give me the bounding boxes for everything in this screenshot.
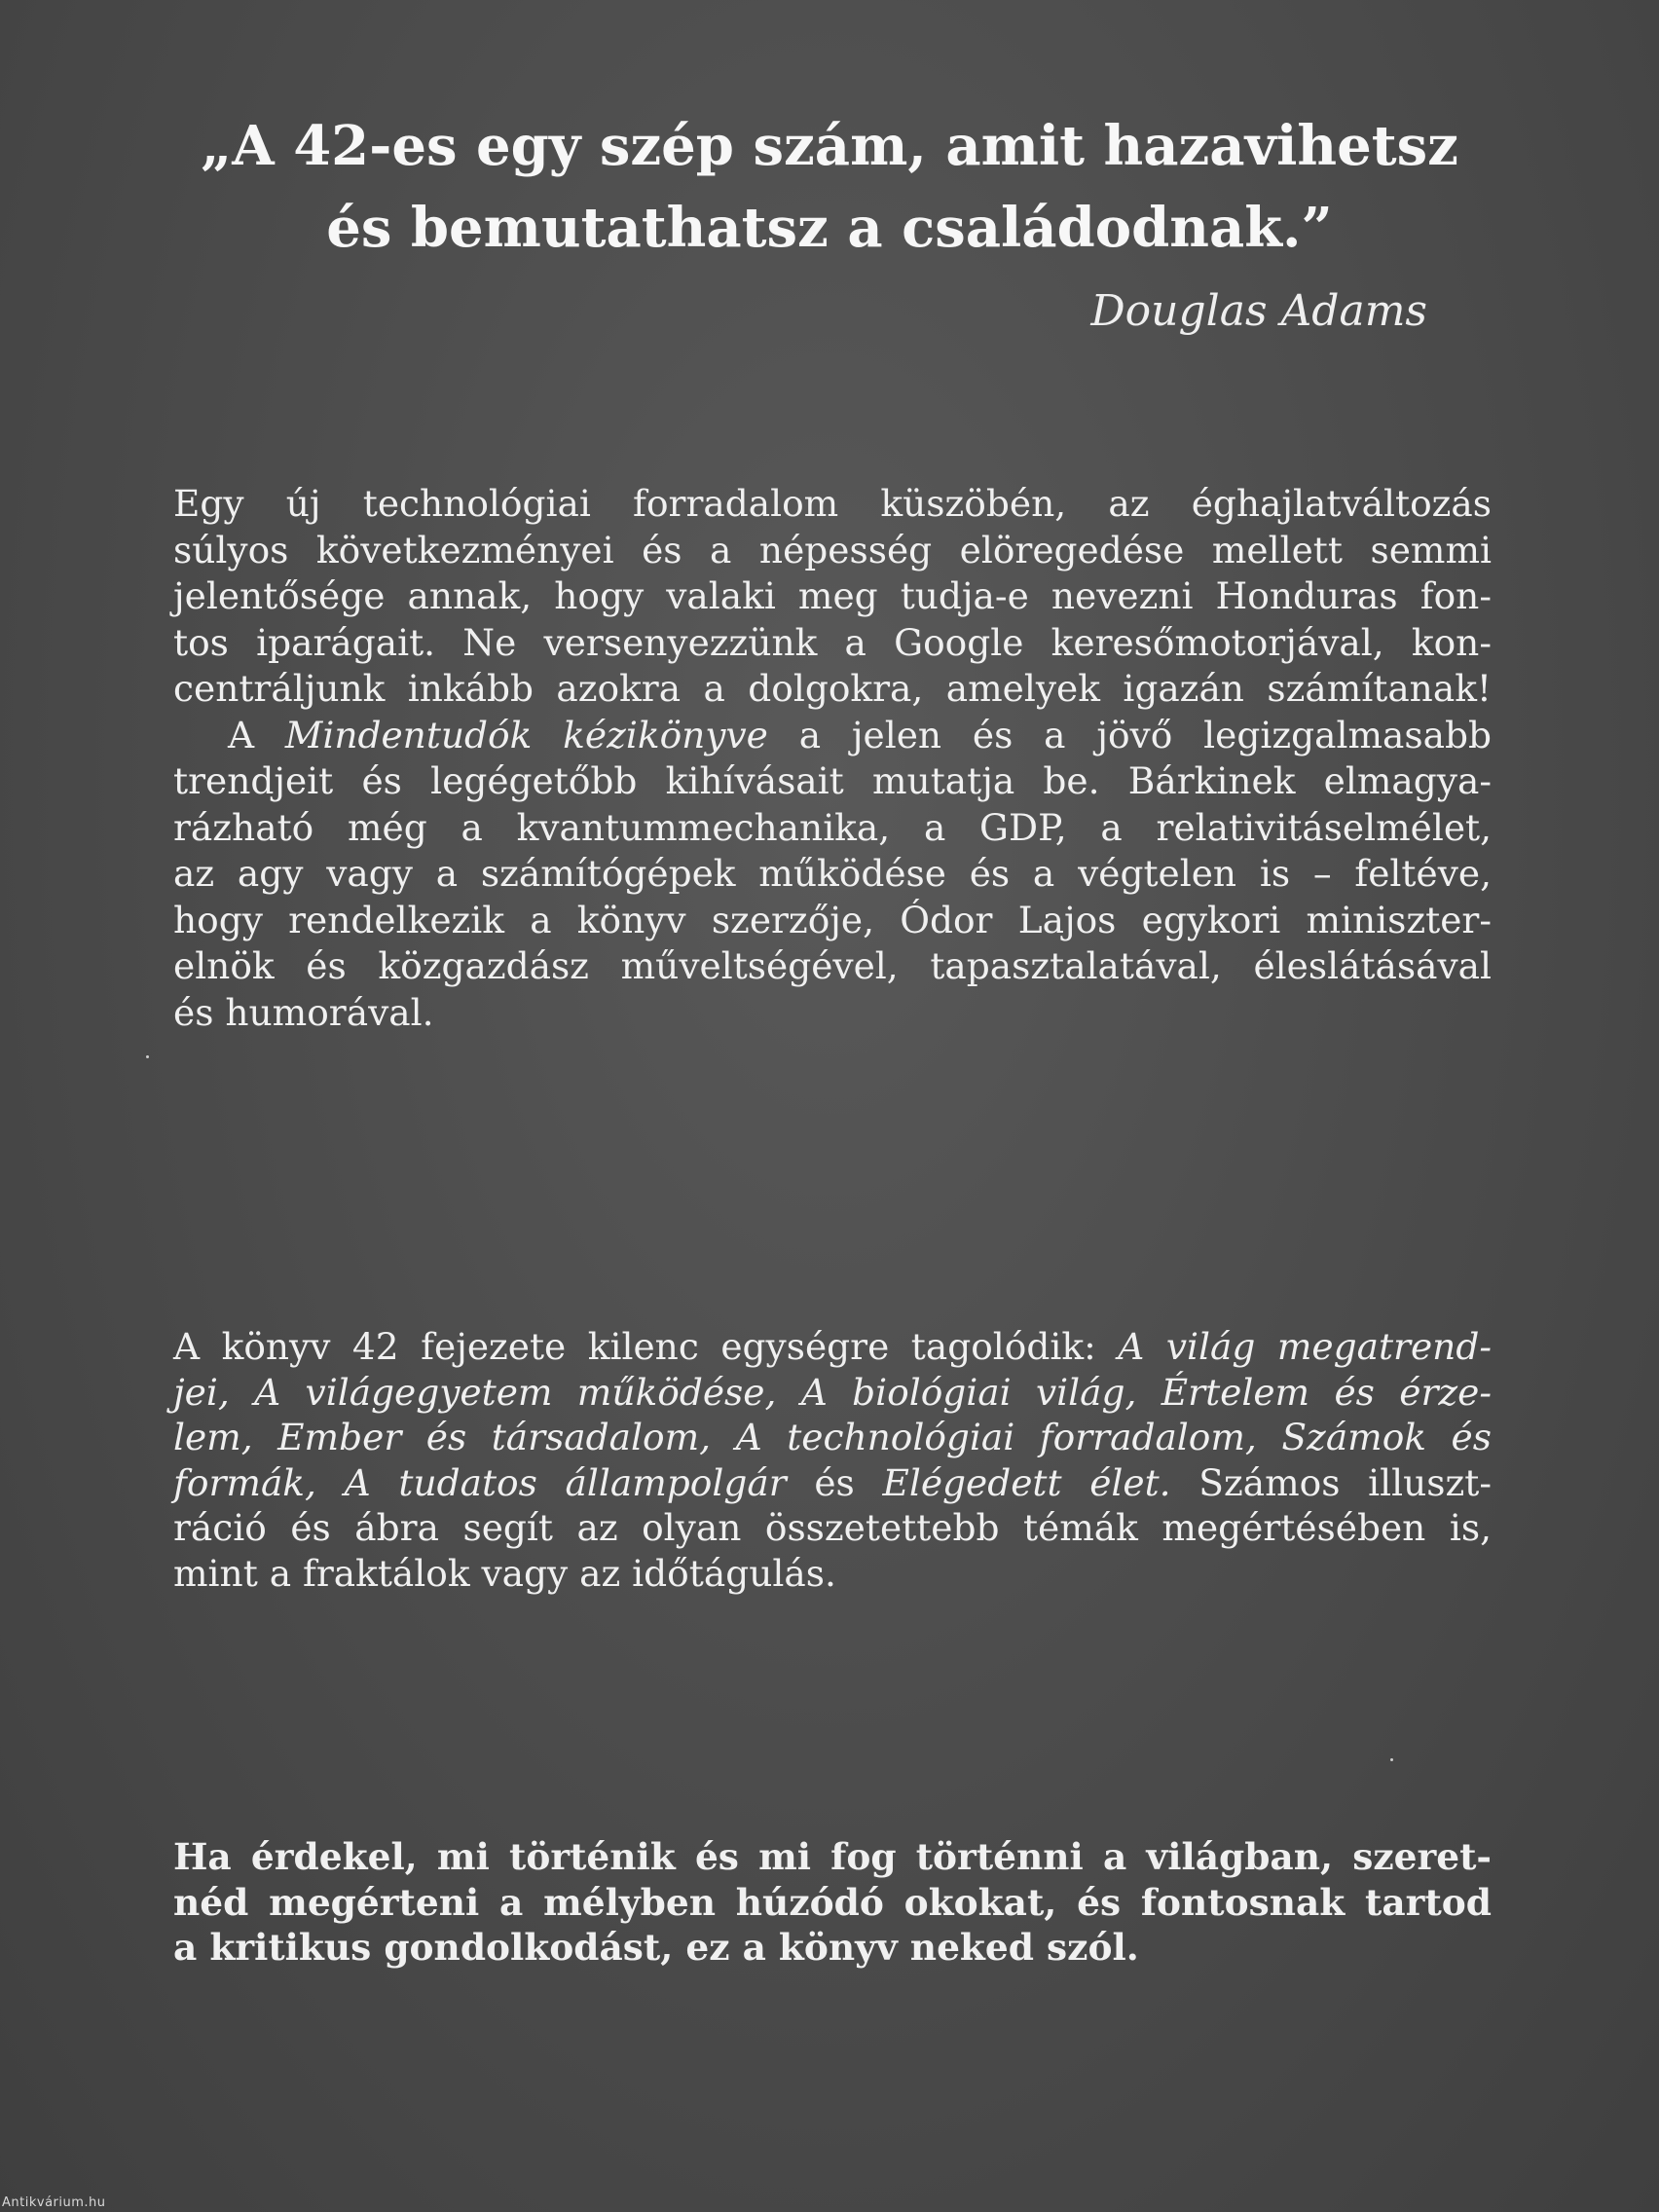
quote-line-2: és bemutathatsz a családodnak.” xyxy=(326,196,1333,260)
text-line: tos iparágait. Ne versenyezzünk a Google keresőmotorjával, kon- xyxy=(173,620,1492,664)
text-line: Egy új technológiai forradalom küszöbén, az éghajlatváltozás xyxy=(173,482,1492,525)
text-line: és humorával. xyxy=(173,990,434,1034)
text-line: centráljunk inkább azokra a dolgokra, amelyek igazán számítanak! xyxy=(173,667,1492,710)
text-line: lem, Ember és társadalom, A technológiai forradalom, Számok és xyxy=(173,1416,1492,1458)
text-run: és xyxy=(786,1460,883,1504)
text-line xyxy=(173,1460,1492,1506)
text-line xyxy=(173,1324,1492,1370)
text-run: a jelen és a jövő legizgalmasabb xyxy=(767,713,1492,756)
text-line: elnök és közgazdász műveltségével, tapasztalatával, éleslátásával xyxy=(173,944,1492,987)
text-line: rázható még a kvantummechanika, a GDP, a relativitáselmélet, xyxy=(173,805,1492,849)
quote xyxy=(0,105,1659,269)
text-line: súlyos következményei és a népesség elöregedése mellett semmi xyxy=(173,528,1492,571)
text-line: jei, A világegyetem működése, A biológiai világ, Értelem és érze- xyxy=(173,1370,1492,1414)
paragraph-intro xyxy=(173,481,1492,1036)
text-line: jelentősége annak, hogy valaki meg tudja-e nevezni Honduras fon- xyxy=(173,574,1492,617)
quote-line-1: „A 42-es egy szép szám, amit hazavihetsz xyxy=(201,114,1458,178)
paragraph-closing xyxy=(173,1834,1492,1971)
text-line: mint a fraktálok vagy az időtágulás. xyxy=(173,1551,836,1595)
dust-speck xyxy=(1390,1758,1393,1761)
text-line: ráció és ábra segít az olyan összetettebb témák megértésében is, xyxy=(173,1506,1492,1549)
text-line: a kritikus gondolkodást, ez a könyv neked szól. xyxy=(173,1926,1139,1969)
text-line: néd megérteni a mélyben húzódó okokat, és fontosnak tartod xyxy=(173,1880,1492,1924)
text-line xyxy=(173,713,1492,759)
text-run-italic: Elégedett élet. xyxy=(882,1460,1171,1504)
dust-speck xyxy=(146,1055,149,1058)
text-line: trendjeit és legégetőbb kihívásait mutatja be. Bárkinek elmagya- xyxy=(173,759,1492,802)
text-run-italic: formák, A tudatos állampolgár xyxy=(173,1460,787,1504)
text-run: A xyxy=(228,713,285,756)
text-line: Ha érdekel, mi történik és mi fog történni a világban, szeret- xyxy=(173,1835,1492,1878)
text-line: az agy vagy a számítógépek működése és a végtelen is – feltéve, xyxy=(173,852,1492,895)
text-run: Számos illuszt- xyxy=(1170,1460,1492,1504)
watermark: Antikvárium.hu xyxy=(2,2195,106,2210)
text-line: hogy rendelkezik a könyv szerzője, Ódor Lajos egykori miniszter- xyxy=(173,898,1492,941)
paragraph-chapters xyxy=(173,1324,1492,1596)
book-title: Mindentudók kézikönyve xyxy=(284,713,768,756)
quote-author: Douglas Adams xyxy=(1090,286,1427,336)
text-run: A könyv 42 fejezete kilenc egységre tagolódik: xyxy=(173,1325,1119,1368)
text-run-italic: A világ megatrend- xyxy=(1118,1325,1492,1368)
